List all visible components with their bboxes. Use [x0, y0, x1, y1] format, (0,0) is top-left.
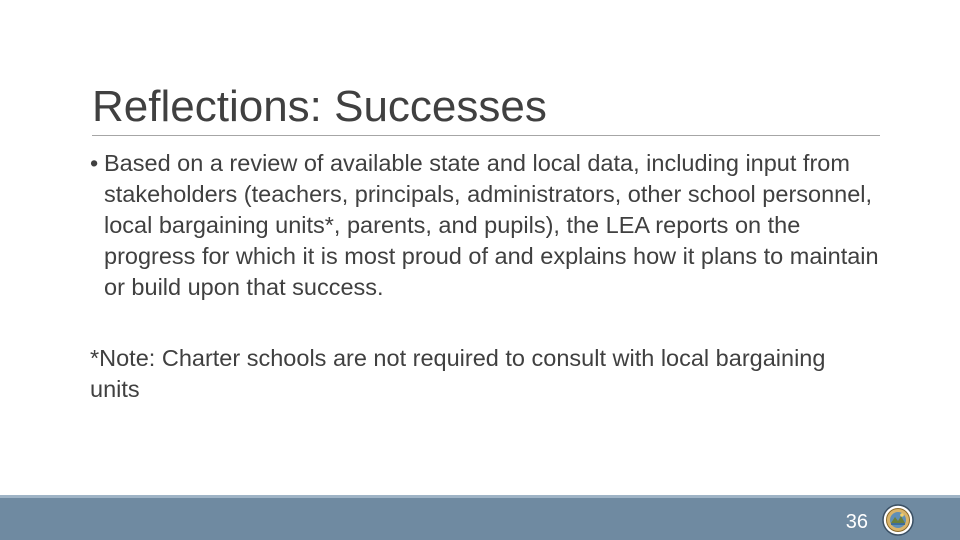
state-seal-icon: [882, 504, 914, 536]
title-divider: [92, 135, 880, 136]
slide-title: Reflections: Successes: [92, 82, 547, 131]
footer-band: [0, 498, 960, 540]
bullet-list: [90, 148, 880, 303]
footnote: *Note: Charter schools are not required to consult with local bargaining units: [90, 345, 826, 402]
page-number: 36: [845, 511, 868, 533]
bullet-text: Based on a review of available state and local data, including input from stakeholders (teachers, principals, administrators, other school personnel, local bargaining units*, parents, and pupils), the LEA reports on the progress for which it is most proud of and explains how it plans to maintain or build upon that success.: [104, 150, 879, 300]
bullet-item: [90, 148, 880, 303]
bullet-marker: •: [90, 150, 99, 176]
